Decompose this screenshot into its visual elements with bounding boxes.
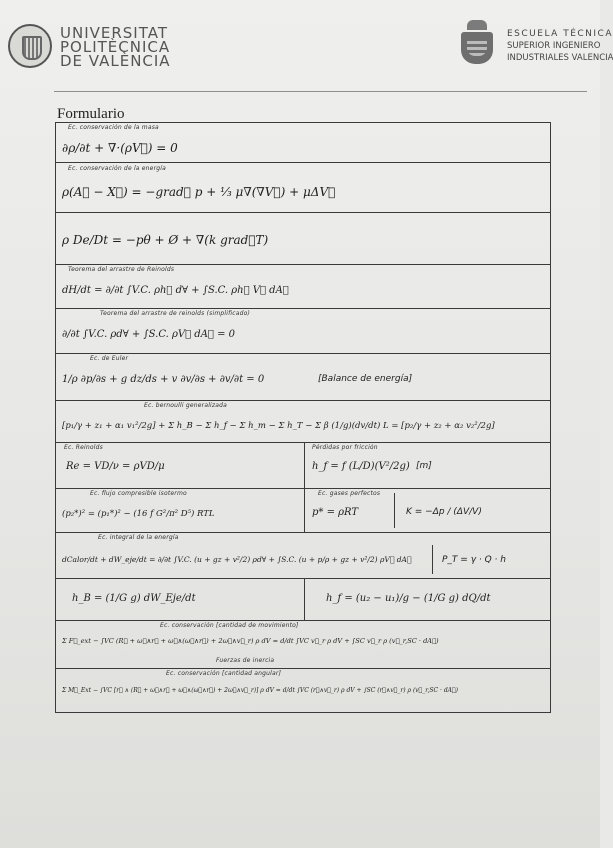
formula-row-compressible — [56, 489, 550, 533]
upv-line-3: DE VALÈNCIA — [60, 52, 171, 70]
formula-unit: [m] — [416, 461, 432, 471]
formula-equation: (p₂*)² = (p₁*)² − (16 f G²/π² D⁵) RTL — [62, 509, 215, 519]
page-title: Formulario — [57, 106, 125, 122]
formula-equation: h_f = (u₂ − u₁)/g − (1/G g) dQ/dt — [326, 593, 491, 604]
formula-note: Teorema del arrastre de Reinolds — [68, 266, 175, 273]
etsii-name — [507, 28, 613, 64]
formula-equation: ∂ρ/∂t + ∇·(ρV⃗) = 0 — [62, 141, 178, 155]
formula-row-heads — [56, 579, 550, 621]
formula-note: Ec. Reinolds — [64, 444, 103, 451]
formula-note: Ec. integral de la energía — [98, 534, 179, 541]
formula-note: Teorema del arrastre de reinolds (simplificado) — [100, 310, 251, 317]
formula-row-energy — [56, 213, 550, 265]
formula-equation: p* = ρRT — [312, 507, 359, 518]
formula-equation: ∂/∂t ∫V.C. ρd∀ + ∫S.C. ρV⃗ dA⃗ = 0 — [62, 329, 236, 340]
header-divider — [54, 91, 587, 92]
formula-row-momentum — [56, 163, 550, 213]
formula-note: Ec. gases perfectos — [318, 490, 381, 497]
formula-equation: Re = VD/ν = ρVD/μ — [66, 461, 165, 472]
formula-row-angular-momentum — [56, 669, 550, 714]
formula-equation: [p₁/γ + z₁ + α₁ v₁²/2g] + Σ h_B − Σ h_f − Σ h_m − Σ h_T − Σ β (1/g)(dv/dt) L = [p₂/γ + z₂ + α₂ v₂²/2g] — [62, 421, 495, 431]
formula-equation: dCalor/dt + dW_eje/dt = ∂/∂t ∫V.C. (u + gz + v²/2) ρd∀ + ∫S.C. (u + p/ρ + gz + v²/2) ρV⃗ dA⃗ — [62, 555, 412, 564]
formula-equation: h_B = (1/G g) dW_Eje/dt — [72, 593, 196, 604]
formula-equation: Σ M⃗_Ext − ∫VC [r⃗ ∧ (R⃗ + ω⃗∧r⃗ + ω⃗∧(ω⃗∧r⃗) + 2ω⃗∧v⃗_r)] ρ dV = d/dt ∫VC (r⃗∧v⃗_r) ρ dV + ∫SC (r⃗∧v⃗_r) ρ (v⃗_r,SC · dA⃗) — [62, 687, 458, 694]
etsii-line-3: INDUSTRIALES VALENCIA — [507, 53, 613, 63]
formula-note: Ec. conservación [cantidad de movimiento] — [160, 622, 299, 629]
formula-table — [55, 122, 551, 713]
etsii-seal-logo — [455, 20, 499, 66]
formula-note: Ec. bernoulli generalizada — [144, 402, 228, 409]
upv-name — [60, 26, 171, 68]
formula-side-note: [Balance de energía] — [318, 374, 413, 384]
formula-equation: h_f = f (L/D)(V²/2g) — [312, 461, 410, 472]
formula-underbrace-note: Fuerzas de inercia — [216, 657, 275, 664]
formula-row-mass — [56, 123, 550, 163]
formula-note: Ec. de Euler — [90, 355, 129, 362]
formula-row-reynolds-number — [56, 443, 550, 489]
upv-seal-logo — [8, 24, 52, 68]
formula-row-linear-momentum — [56, 621, 550, 669]
formula-equation: P_T = γ · Q · h — [442, 555, 506, 565]
formula-row-reynolds-transport — [56, 265, 550, 309]
formula-equation: Σ F⃗_ext − ∫VC (R⃗ + ω⃗∧r⃗ + ω⃗∧(ω⃗∧r⃗) + 2ω⃗∧v⃗_r) ρ dV = d/dt ∫VC v⃗_r ρ dV + ∫SC v⃗_r ρ (v⃗_r,SC · dA⃗) — [62, 637, 439, 645]
formula-row-euler — [56, 354, 550, 401]
formula-note: Ec. flujo compresible isotermo — [90, 490, 187, 497]
formula-note: Ec. conservación [cantidad angular] — [166, 670, 282, 677]
etsii-line-1: ESCUELA TÉCNICA — [507, 29, 613, 39]
formula-note: Ec. conservación de la masa — [68, 124, 159, 131]
formula-equation: ρ(A⃗ − X⃗) = −grad⃗ p + ⅓ μ∇(∇V⃗) + μΔV⃗ — [62, 185, 336, 199]
upv-line-1: UNIVERSITAT — [60, 24, 168, 42]
formula-row-energy-integral — [56, 533, 550, 579]
etsii-line-2: SUPERIOR INGENIERO — [507, 41, 601, 51]
formula-row-bernoulli — [56, 401, 550, 443]
formula-equation: dH/dt = ∂/∂t ∫V.C. ρh⃗ d∀ + ∫S.C. ρh⃗ V⃗ dA⃗ — [62, 285, 289, 296]
formula-equation: ρ De/Dt = −pθ + Ø + ∇(k grad⃗T) — [62, 233, 269, 247]
upv-line-2: POLITÈCNICA — [60, 38, 171, 56]
formula-note: Pérdidas por fricción — [312, 444, 378, 451]
formula-equation: K = −Δp / (ΔV/V) — [406, 507, 482, 517]
formula-note: Ec. conservación de la energía — [68, 165, 166, 172]
formula-row-reynolds-simplified — [56, 309, 550, 354]
formula-equation: 1/ρ ∂p/∂s + g dz/ds + v ∂v/∂s + ∂v/∂t = 0 — [62, 374, 265, 385]
